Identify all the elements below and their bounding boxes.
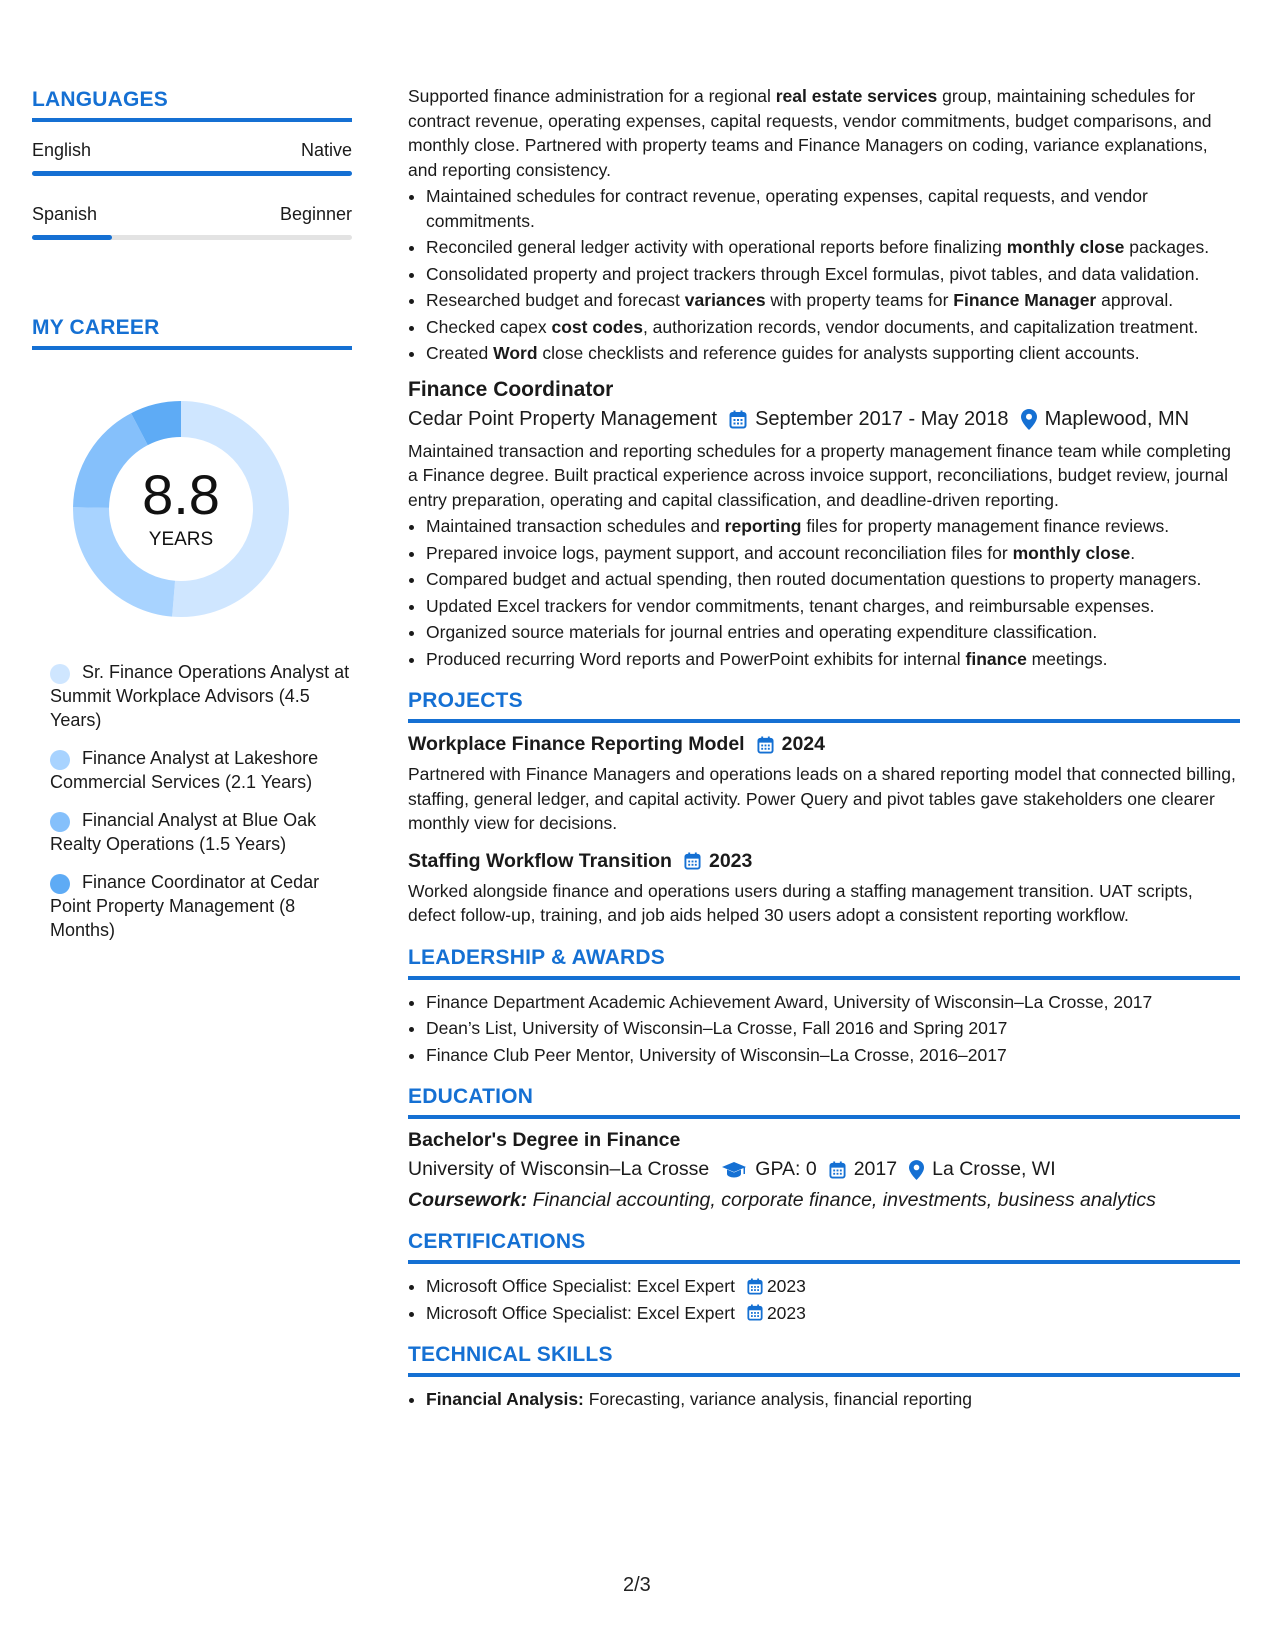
school-name: University of Wisconsin–La Crosse — [408, 1158, 710, 1180]
career-legend-text: Sr. Finance Operations Analyst at Summit Workplace Advisors (4.5 Years) — [50, 662, 350, 730]
education-section — [408, 1085, 1240, 1212]
job-bullet: • Created Word close checklists and reference guides for analysts supporting client accounts. — [426, 341, 1240, 366]
language-item — [32, 140, 352, 176]
job-dates: September 2017 - May 2018 — [755, 407, 1009, 430]
graduation-year: 2017 — [853, 1158, 898, 1180]
school-location: La Crosse, WI — [932, 1158, 1056, 1180]
project-name: Staffing Workflow Transition — [408, 849, 672, 872]
skill-label: Financial Analysis: — [426, 1389, 584, 1409]
language-name: Spanish — [32, 204, 98, 224]
certifications-section — [408, 1230, 1240, 1325]
career-legend-text: Finance Analyst at Lakeshore Commercial Services (2.1 Years) — [50, 748, 319, 792]
job-location: Maplewood, MN — [1044, 407, 1190, 430]
certification-name: • Microsoft Office Specialist: Excel Expert — [426, 1276, 735, 1296]
job-bullets — [408, 184, 1240, 366]
career-heading: MY CAREER — [32, 316, 352, 350]
certification-item — [426, 1301, 1240, 1326]
project-title — [408, 850, 1240, 873]
certification-year: 2023 — [766, 1276, 806, 1296]
language-proficiency-fill — [32, 171, 352, 176]
legend-dot — [50, 750, 70, 770]
job-bullet: • Checked capex cost codes, authorization records, vendor documents, and capitalization treatment. — [426, 315, 1240, 340]
skill-text: Forecasting, variance analysis, financial reporting — [588, 1389, 973, 1409]
leadership-list — [408, 990, 1240, 1068]
projects-heading: PROJECTS — [408, 689, 1240, 723]
gpa: GPA: 0 — [755, 1158, 817, 1180]
project-year: 2024 — [781, 733, 825, 755]
job-bullet: • Compared budget and actual spending, then routed documentation questions to property managers. — [426, 567, 1240, 592]
legend-dot — [50, 812, 70, 832]
calendar-icon — [757, 736, 774, 754]
language-level: Native — [300, 140, 352, 160]
job-bullet: • Maintained transaction schedules and reporting files for property management finance reviews. — [426, 514, 1240, 539]
coursework-label: Coursework: — [408, 1189, 528, 1211]
career-legend-item — [50, 870, 352, 942]
total-years-value: 8.8 — [142, 463, 220, 526]
language-proficiency-fill — [32, 235, 112, 240]
career-legend — [50, 660, 352, 942]
language-proficiency-bar — [32, 235, 352, 240]
skills-section — [408, 1343, 1240, 1412]
job-bullets — [408, 514, 1240, 671]
project-description: Worked alongside finance and operations users during a staffing management transition. UAT scripts, defect follow-up, training, and job aids helped 30 users adopt a consistent reporting workflow. — [408, 880, 1193, 925]
calendar-icon — [684, 852, 701, 870]
job-bullet: • Produced recurring Word reports and PowerPoint exhibits for internal finance meetings. — [426, 647, 1240, 672]
graduation-cap-icon — [721, 1161, 747, 1179]
job-title: Finance Coordinator — [408, 377, 614, 401]
leadership-heading: LEADERSHIP & AWARDS — [408, 946, 1240, 980]
education-meta — [408, 1158, 1240, 1181]
skills-heading: TECHNICAL SKILLS — [408, 1343, 1240, 1377]
project-title — [408, 733, 1240, 756]
job-description: Maintained transaction and reporting schedules for a property management finance team while completing a Finance degree. Built practical experience across invoice support, reconciliations, budget review, journal entry preparation, operating and capital classification, and deadline-driven reporting. — [408, 440, 1231, 510]
languages-heading: LANGUAGES — [32, 88, 352, 122]
certification-name: • Microsoft Office Specialist: Excel Expert — [426, 1302, 735, 1323]
career-legend-item — [50, 808, 352, 856]
job-description: Supported finance administration for a regional real estate services group, maintaining schedules for contract revenue, operating expenses, capital requests, vendor commitments, budget comparisons, and monthly close. Partnered with property teams and Finance Managers on coding, variance explanations, and reporting consistency. — [408, 86, 1212, 180]
degree-title: Bachelor's Degree in Finance — [408, 1129, 681, 1151]
certifications-heading: CERTIFICATIONS — [408, 1230, 1240, 1264]
certification-item — [426, 1274, 1240, 1299]
location-pin-icon — [1021, 409, 1037, 430]
leadership-item: • Finance Department Academic Achievement Award, University of Wisconsin–La Crosse, 2017 — [426, 990, 1240, 1015]
job-bullet: • Prepared invoice logs, payment support, and account reconciliation files for monthly close. — [426, 541, 1240, 566]
career-legend-text: Financial Analyst at Blue Oak Realty Operations (1.5 Years) — [50, 810, 317, 854]
language-proficiency-bar — [32, 171, 352, 176]
certification-year: 2023 — [766, 1302, 806, 1323]
education-heading: EDUCATION — [408, 1085, 1240, 1119]
language-item — [32, 204, 352, 240]
job-bullet: • Consolidated property and project trackers through Excel formulas, pivot tables, and data validation. — [426, 262, 1240, 287]
calendar-icon — [747, 1278, 763, 1295]
right-column — [408, 84, 1240, 1414]
project-year: 2023 — [708, 849, 753, 872]
leadership-section — [408, 946, 1240, 1068]
project-description: Partnered with Finance Managers and operations leads on a shared reporting model that connected billing, staffing, general ledger, and capital activity. Power Query and pivot tables gave stakeholders one clearer monthly view for decisions. — [408, 764, 1236, 833]
certifications-list — [408, 1274, 1240, 1325]
job-bullet: • Reconciled general ledger activity with operational reports before finalizing monthly close packages. — [426, 235, 1240, 260]
skills-list — [408, 1387, 1240, 1412]
leadership-item: • Finance Club Peer Mentor, University of Wisconsin–La Crosse, 2016–2017 — [426, 1043, 1240, 1068]
project-name: Workplace Finance Reporting Model — [408, 733, 745, 755]
job-meta — [408, 408, 1240, 431]
career-donut-chart — [66, 394, 296, 624]
projects-section — [408, 689, 1240, 928]
career-legend-item — [50, 746, 352, 794]
legend-dot — [50, 874, 70, 894]
calendar-icon — [729, 410, 747, 429]
leadership-item: • Dean’s List, University of Wisconsin–La Crosse, Fall 2016 and Spring 2017 — [426, 1016, 1240, 1041]
career-legend-text: Finance Coordinator at Cedar Point Property Management (8 Months) — [50, 872, 320, 940]
language-name: English — [32, 140, 92, 160]
legend-dot — [50, 664, 70, 684]
coursework-text: Financial accounting, corporate finance, investments, business analytics — [532, 1189, 1156, 1211]
job-bullet: • Updated Excel trackers for vendor commitments, tenant charges, and reimbursable expenses. — [426, 594, 1240, 619]
career-legend-item — [50, 660, 352, 732]
location-pin-icon — [909, 1160, 924, 1180]
job-bullet: • Researched budget and forecast variances with property teams for Finance Manager approval. — [426, 288, 1240, 313]
job-bullet: • Organized source materials for journal entries and operating expenditure classification. — [426, 620, 1240, 645]
page-number: 2/3 — [623, 1574, 651, 1596]
left-column — [32, 88, 352, 956]
language-level: Beginner — [279, 204, 352, 224]
company-name: Cedar Point Property Management — [408, 407, 718, 430]
total-years-label: YEARS — [148, 529, 214, 550]
coursework — [408, 1189, 1240, 1212]
skill-item — [426, 1387, 1240, 1412]
job-bullet: • Maintained schedules for contract revenue, operating expenses, capital requests, and vendor commitments. — [426, 184, 1240, 233]
calendar-icon — [829, 1161, 846, 1179]
calendar-icon — [747, 1304, 763, 1321]
